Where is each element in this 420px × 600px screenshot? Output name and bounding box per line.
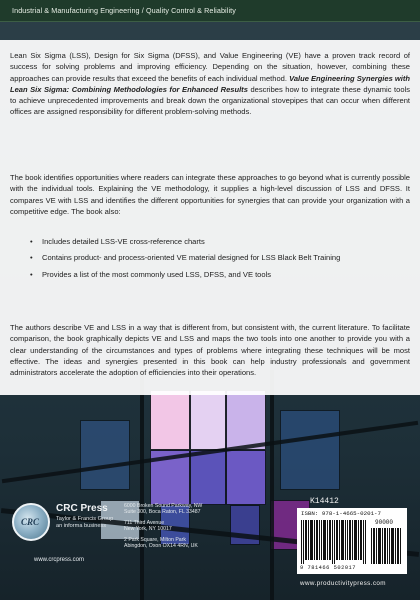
publisher-tagline: an informa business [56, 523, 107, 529]
art-beam [270, 370, 274, 600]
publisher-address [124, 503, 202, 515]
para1-intro: Lean Six Sigma (LSS), Design for Six Sigma (DFSS), and Value Engineering (VE) have a proven track record of success for solving problems and improving efficiency. Depending on the situation, however, combining these approaches can provide results that exceed the benefits of each individual method. [10, 51, 410, 83]
feature-list-item: • Provides a list of the most commonly used LSS, DFSS, and VE tools [30, 269, 400, 280]
category-label: Industrial & Manufacturing Engineering / Quality Control & Reliability [12, 6, 236, 15]
publisher-group: Taylor & Francis Group [56, 516, 114, 522]
address-line: New York, NY 10017 [124, 526, 172, 533]
description-paragraph: The authors describe VE and LSS in a way that is different from, but consistent with, the current literature. To facilitate comparison, the book graphically depicts VE and LSS and maps the two tools into one another to provide you with a clear understanding of the circumstances and types of problems where integrating these techniques will be most effective. The ideas and synergies presented in this book can help industry professionals and government administrators accelerate the adoption of efficiencies into their operations. [10, 323, 410, 377]
category-bar [0, 0, 420, 22]
publisher-url[interactable]: www.crcpress.com [34, 557, 85, 563]
art-pane [280, 410, 340, 490]
publisher-address [124, 537, 198, 549]
address-line: 6000 Broken Sound Parkway, NW [124, 503, 203, 509]
address-line: 711 Third Avenue [124, 520, 165, 526]
art-pane [190, 450, 226, 505]
description-panel [0, 40, 420, 395]
address-line: 2 Park Square, Milton Park [124, 537, 186, 543]
address-line: Abingdon, Oxon OX14 4RN, UK [124, 543, 198, 550]
feature-list-item: • Contains product- and process-oriented VE material designed for LSS Black Belt Training [30, 252, 400, 263]
para1-rest: describes how to integrate these dynamic tools to achieve unprecedented improvements and break down the organizational stovepipes that can occur when different offices are assigned responsibility for different problem-solving methods. [10, 84, 410, 117]
productivity-press-url[interactable]: www.productivitypress.com [300, 580, 386, 587]
art-pane [226, 450, 266, 505]
art-pane [226, 390, 266, 450]
barcode-bars [301, 520, 367, 564]
art-pane [190, 390, 226, 450]
publisher-name: CRC Press [56, 503, 108, 514]
book-title-inline: Value Engineering Synergies with Lean Six Sigma: Combining Methodologies for Enhanced Results [10, 73, 410, 94]
isbn-barcode [297, 508, 407, 574]
description-paragraph: The book identifies opportunities where readers can integrate these approaches to go beyond what is currently possible with the individual tools. Explaining the VE methodology, it supplies a high-level discussion of LSS and DFSS. It compares VE with LSS and identifies the different opportunities for synergies that can provide your organization with a competitive edge. The book also: [10, 173, 410, 216]
product-code: K14412 [310, 497, 339, 506]
price-code: 90000 [375, 519, 394, 526]
price-barcode-bars [371, 528, 403, 564]
ean-digits: 9 781466 502017 [300, 565, 357, 571]
feature-list [30, 236, 400, 285]
publisher-logo [12, 503, 50, 541]
art-pane [150, 390, 190, 450]
publisher-address [124, 520, 172, 532]
publisher-logo-text: CRC [21, 517, 40, 527]
art-pane [80, 420, 130, 490]
isbn-number: ISBN: 978-1-4665-0201-7 [301, 510, 382, 517]
description-paragraph [10, 50, 410, 118]
address-line: Suite 300, Boca Raton, FL 33487 [124, 509, 201, 516]
feature-list-item: • Includes detailed LSS-VE cross-reference charts [30, 236, 400, 247]
art-beam [140, 370, 144, 600]
